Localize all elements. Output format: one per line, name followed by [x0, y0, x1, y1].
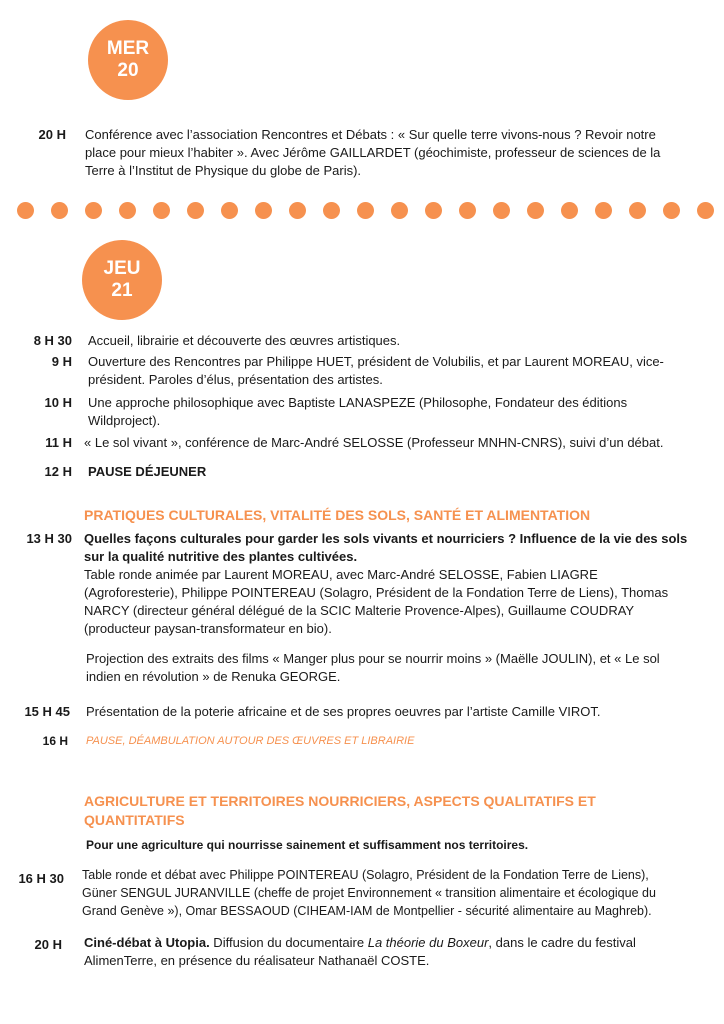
- dot-divider: [0, 200, 724, 220]
- day-number: 20: [117, 60, 139, 81]
- event-time: 13 H 30: [26, 531, 72, 546]
- divider-dot: [697, 202, 714, 219]
- event-text: « Le sol vivant », conférence de Marc-André SELOSSE (Professeur MNHN-CNRS), suivi d’un débat.: [84, 435, 664, 450]
- projection-text: Projection des extraits des films « Manger plus pour se nourrir moins » (Maëlle JOULIN), et « Le sol indien en révolution » de Renuka GEORGE.: [86, 651, 660, 684]
- event-text: Accueil, librairie et découverte des œuvres artistiques.: [88, 333, 401, 348]
- divider-dot: [459, 202, 476, 219]
- divider-dot: [289, 202, 306, 219]
- divider-dot: [221, 202, 238, 219]
- divider-dot: [493, 202, 510, 219]
- day-label: MER: [106, 38, 150, 59]
- event-time: 16 H: [42, 734, 68, 748]
- divider-dot: [51, 202, 68, 219]
- divider-dot: [17, 202, 34, 219]
- divider-dot: [629, 202, 646, 219]
- divider-dot: [561, 202, 578, 219]
- divider-dot: [85, 202, 102, 219]
- divider-dot: [663, 202, 680, 219]
- event-text: Ouverture des Rencontres par Philippe HUET, président de Volubilis, et par Laurent MOREAU, vice-président. Paroles d’élus, présentation des artistes.: [88, 354, 664, 387]
- event-time: 11 H: [45, 435, 72, 450]
- cine-debat-text-a: Diffusion du documentaire: [209, 935, 368, 950]
- section-heading: PRATIQUES CULTURALES, VITALITÉ DES SOLS, SANTÉ ET ALIMENTATION: [84, 507, 591, 523]
- divider-dot: [323, 202, 340, 219]
- event-text: PAUSE DÉJEUNER: [88, 464, 207, 479]
- session-body: Table ronde animée par Laurent MOREAU, avec Marc-André SELOSSE, Fabien LIAGRE (Agroforesterie), Philippe POINTEREAU (Solagro, Président de la Fondation Terre de Liens), Thomas NARCY (directeur général délégué de la SCIC Malterie Provence-Alpes), Guillaume COUDRAY (producteur paysan-transformateur en bio).: [84, 567, 669, 636]
- pause-text: PAUSE, DÉAMBULATION AUTOUR DES ŒUVRES ET LIBRAIRIE: [86, 735, 415, 747]
- day-badge-jeu: [82, 240, 162, 320]
- event-time: 8 H 30: [33, 333, 72, 348]
- divider-dot: [255, 202, 272, 219]
- section-heading: AGRICULTURE ET TERRITOIRES NOURRICIERS, ASPECTS QUALITATIFS ET QUANTITATIFS: [84, 793, 596, 828]
- cine-debat-title: Ciné-débat à Utopia.: [84, 935, 210, 950]
- event-time: 20 H: [34, 937, 62, 952]
- divider-dot: [595, 202, 612, 219]
- event-text: Une approche philosophique avec Baptiste LANASPEZE (Philosophe, Fondateur des éditions Wildproject).: [88, 395, 628, 428]
- event-text: Conférence avec l’association Rencontres et Débats : « Sur quelle terre vivons-nous ? Revoir notre place pour mieux l’habiter ». Avec Jérôme GAILLARDET (géochimiste, professeur de sciences de la Terre à l’Institut de Physique du globe de Paris).: [85, 127, 661, 178]
- day-number: 21: [111, 280, 133, 301]
- divider-dot: [153, 202, 170, 219]
- day-badge-mer: [88, 20, 168, 100]
- divider-dot: [391, 202, 408, 219]
- session-title: Quelles façons culturales pour garder les sols vivants et nourriciers ? Influence de la vie des sols sur la qualité nutritive des plantes cultivées.: [84, 531, 688, 564]
- divider-dot: [187, 202, 204, 219]
- event-time: 15 H 45: [24, 704, 70, 719]
- event-time: 16 H 30: [18, 871, 64, 886]
- event-time: 9 H: [51, 354, 72, 369]
- event-time: 12 H: [44, 464, 72, 479]
- event-time: 10 H: [44, 395, 72, 410]
- film-title: La théorie du Boxeur: [367, 935, 489, 950]
- event-text: Présentation de la poterie africaine et de ses propres oeuvres par l’artiste Camille VIROT.: [86, 704, 601, 719]
- divider-dot: [119, 202, 136, 219]
- section-subtitle: Pour une agriculture qui nourrisse sainement et suffisamment nos territoires.: [86, 838, 529, 852]
- session-body: Table ronde et débat avec Philippe POINTEREAU (Solagro, Président de la Fondation Terre de Liens), Güner SENGUL JURANVILLE (cheffe de projet Environnement « transition alimentaire et écologique du Grand Genève »), Omar BESSAOUD (CIHEAM-IAM de Montpellier - sécurité alimentaire au Maghreb).: [82, 868, 656, 918]
- divider-dot: [357, 202, 374, 219]
- divider-dot: [425, 202, 442, 219]
- day-label: JEU: [103, 258, 141, 279]
- cine-debat-text: [84, 934, 674, 970]
- cine-debat-text-b: , dans le cadre du festival AlimenTerre, en présence du réalisateur Nathanaël COSTE.: [84, 935, 636, 968]
- divider-dot: [527, 202, 544, 219]
- event-time: 20 H: [38, 127, 66, 142]
